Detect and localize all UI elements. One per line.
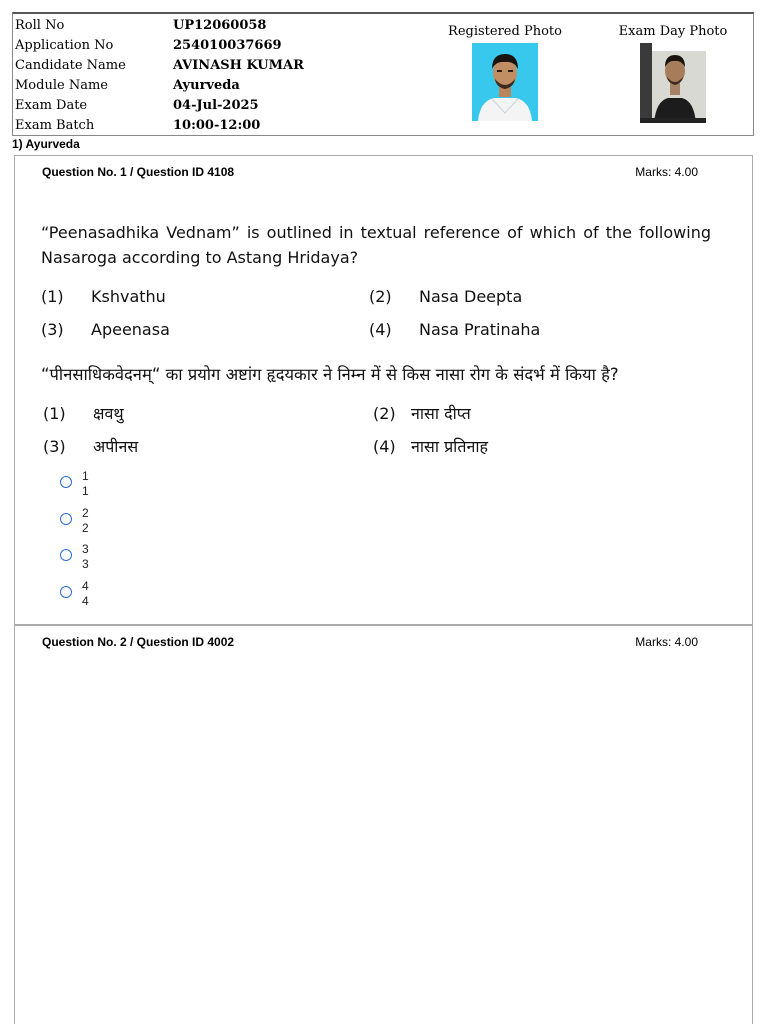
- info-label: Roll No: [15, 18, 65, 33]
- exam-day-photo: [640, 43, 706, 123]
- option-text: Kshvathu: [91, 287, 166, 306]
- option-number: (4): [373, 437, 396, 456]
- option-text: Apeenasa: [91, 320, 170, 339]
- question-text-hindi: “पीनसाधिकवेदनम्“ का प्रयोग अष्टांग हृदयकार ने निम्न में से किस नासा रोग के संदर्भ में किया है?: [41, 365, 619, 384]
- radio-button[interactable]: [60, 513, 72, 525]
- info-label: Exam Date: [15, 98, 88, 113]
- info-row-exam-date: [15, 96, 304, 116]
- exam-day-photo-label: Exam Day Photo: [618, 24, 728, 39]
- answer-choice-line: 2: [82, 521, 89, 535]
- option-text: Nasa Pratinaha: [419, 320, 541, 339]
- answer-choice-line: 4: [82, 594, 89, 608]
- option-number: (3): [41, 320, 64, 339]
- option-en-2: [369, 287, 522, 306]
- answer-choice-line: 3: [82, 557, 89, 571]
- registered-photo-image: [472, 43, 538, 121]
- registered-photo: [472, 43, 538, 121]
- info-row-application-no: [15, 36, 304, 56]
- answer-choice-line: 2: [82, 506, 89, 520]
- answer-choice-label: [82, 542, 89, 572]
- answer-choice-1[interactable]: [60, 469, 89, 499]
- info-value: 254010037669: [173, 38, 282, 53]
- radio-button[interactable]: [60, 549, 72, 561]
- info-label: Candidate Name: [15, 58, 126, 73]
- info-value: 10:00-12:00: [173, 118, 261, 133]
- option-text: क्षवथु: [93, 404, 124, 423]
- option-number: (4): [369, 320, 392, 339]
- option-number: (1): [41, 287, 64, 306]
- option-en-3: [41, 320, 170, 339]
- option-number: (2): [373, 404, 396, 423]
- option-text: Nasa Deepta: [419, 287, 523, 306]
- info-row-roll-no: [15, 16, 304, 36]
- radio-button[interactable]: [60, 476, 72, 488]
- info-row-exam-batch: [15, 116, 304, 136]
- registered-photo-label: Registered Photo: [448, 24, 562, 39]
- option-text: नासा प्रतिनाह: [411, 437, 488, 456]
- candidate-info-table: [15, 16, 304, 136]
- info-row-module-name: [15, 76, 304, 96]
- answer-choice-line: 1: [82, 469, 89, 483]
- answer-choice-label: [82, 579, 89, 609]
- option-number: (3): [43, 437, 66, 456]
- option-hi-4: [373, 435, 488, 457]
- info-value: AVINASH KUMAR: [173, 58, 304, 73]
- exam-day-photo-image: [640, 43, 706, 123]
- candidate-info-panel: [12, 12, 754, 136]
- info-label: Exam Batch: [15, 118, 95, 133]
- answer-choice-line: 3: [82, 542, 89, 556]
- question-card-1: [14, 155, 753, 625]
- question-marks: Marks: 4.00: [635, 165, 698, 179]
- radio-button[interactable]: [60, 586, 72, 598]
- option-number: (1): [43, 404, 66, 423]
- question-card-2: [14, 625, 753, 1024]
- option-en-4: [369, 320, 540, 339]
- option-hi-1: [43, 402, 124, 424]
- option-en-1: [41, 287, 166, 306]
- answer-choice-4[interactable]: [60, 579, 89, 609]
- answer-choice-label: [82, 506, 89, 536]
- answer-choice-3[interactable]: [60, 542, 89, 572]
- option-text: अपीनस: [93, 437, 139, 456]
- info-row-candidate-name: [15, 56, 304, 76]
- option-number: (2): [369, 287, 392, 306]
- info-label: Module Name: [15, 78, 108, 93]
- answer-choice-line: 1: [82, 484, 89, 498]
- option-text: नासा दीप्त: [411, 404, 471, 423]
- answer-choice-line: 4: [82, 579, 89, 593]
- info-value: 04-Jul-2025: [173, 98, 259, 113]
- section-title: 1) Ayurveda: [12, 137, 80, 151]
- option-hi-3: [43, 435, 138, 457]
- answer-choice-2[interactable]: [60, 506, 89, 536]
- question-header: Question No. 2 / Question ID 4002: [42, 635, 235, 649]
- exam-day-photo-block: [613, 24, 733, 123]
- info-value: Ayurveda: [173, 78, 240, 93]
- answer-choice-label: [82, 469, 89, 499]
- question-header: Question No. 1 / Question ID 4108: [42, 165, 235, 179]
- info-value: UP12060058: [173, 18, 267, 33]
- question-marks: Marks: 4.00: [635, 635, 698, 649]
- question-text-english: “Peenasadhika Vednam” is outlined in textual reference of which of the following Nasaroga according to Astang Hridaya?: [41, 223, 711, 267]
- info-label: Application No: [15, 38, 114, 53]
- registered-photo-block: [445, 24, 565, 121]
- option-hi-2: [373, 402, 471, 424]
